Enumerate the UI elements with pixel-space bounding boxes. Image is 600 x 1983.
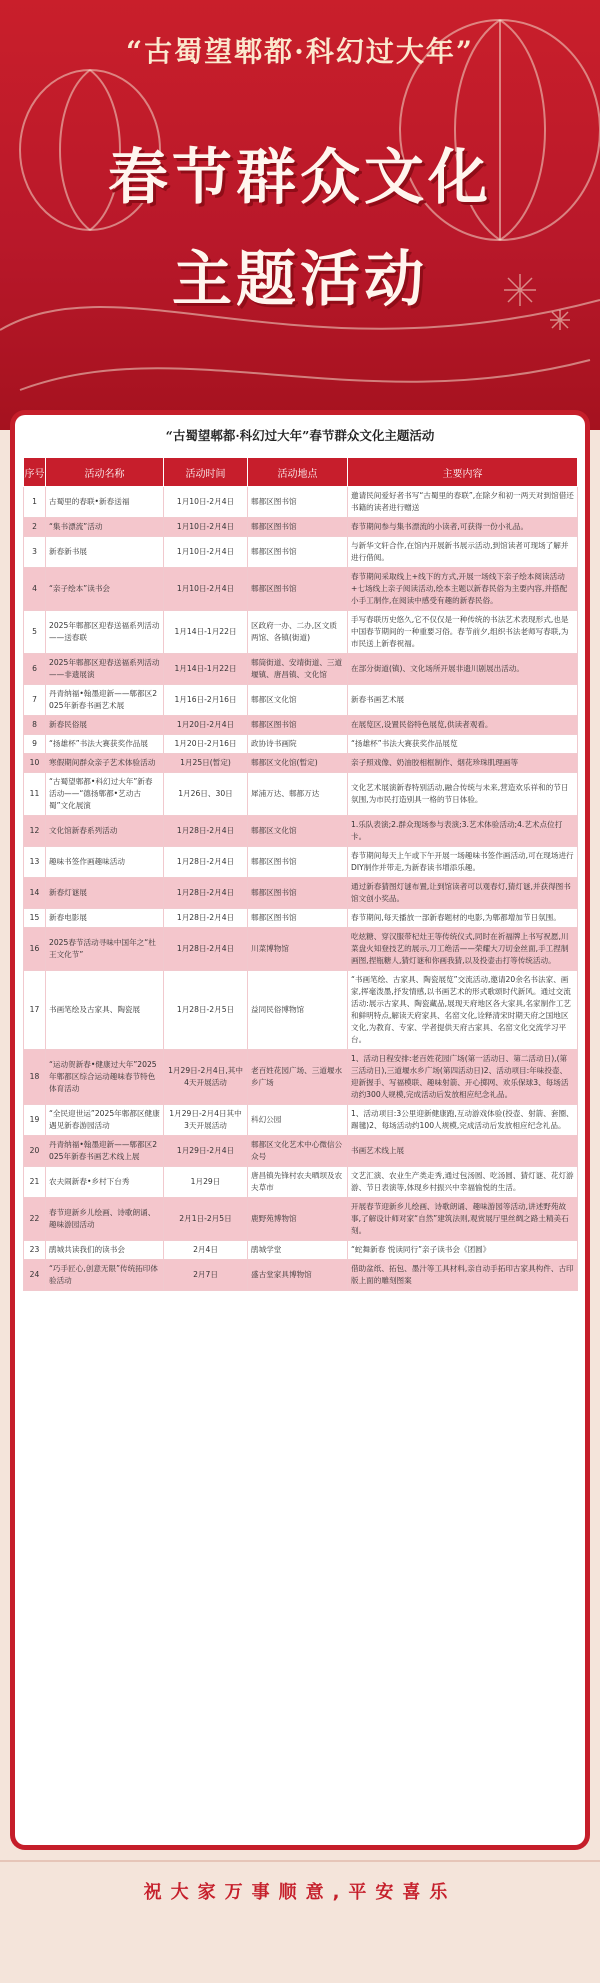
row-name: “巧手匠心,创意无限”传统拓印体验活动	[46, 1260, 164, 1291]
row-content: 新春书画艺术展	[348, 685, 578, 716]
row-content: 在展览区,设置民俗特色展览,供读者观看。	[348, 716, 578, 735]
row-name: 趣味书签作画趣味活动	[46, 847, 164, 878]
footer-divider	[0, 1860, 600, 1862]
row-place: 郫都区文化艺术中心微信公众号	[248, 1136, 348, 1167]
row-name: 2025春节活动寻味中国年之“杜王文化节”	[46, 928, 164, 971]
row-time: 1月29日-2月4日	[164, 1136, 248, 1167]
row-place: 郫都区图书馆	[248, 568, 348, 611]
row-content: 借助盆纸、拓包、墨汁等工具材料,亲自动手拓印古家具构件、古印版上面的雕刻图案	[348, 1260, 578, 1291]
row-place: 郫都区图书馆	[248, 487, 348, 518]
row-place: 盛古堂家具博物馆	[248, 1260, 348, 1291]
row-no: 22	[24, 1198, 46, 1241]
row-name: “扬雄杯”书法大赛获奖作品展	[46, 735, 164, 754]
row-content: “书画笔绘、古家具、陶瓷展览”交流活动,邀请20余名书法家、画家,挥毫泼墨,抒发情感,以书画艺术的形式歌颂时代新风。通过交流活动:展示古家具、陶瓷藏品,展现天府地区各大家具,名家制作工艺和鲜明特点,解读天府家具、名窑文化,诠释清宋时期天府之国地区文化,为教育、专家、学者提供天府古家具、名窑文化交流学习平台。	[348, 971, 578, 1050]
row-content: 文化艺术展演新春特别活动,融合传统与未来,营造欢乐祥和的节日氛围,为市民打造别具一格的节日体验。	[348, 773, 578, 816]
table-row	[24, 1105, 578, 1136]
row-time: 1月14日-1月22日	[164, 611, 248, 654]
row-no: 6	[24, 654, 46, 685]
col-header-no: 序号	[24, 458, 46, 487]
row-place: 川菜博物馆	[248, 928, 348, 971]
row-no: 20	[24, 1136, 46, 1167]
row-name: 鹃城共读我们的读书会	[46, 1241, 164, 1260]
row-time: 1月28日-2月4日	[164, 909, 248, 928]
row-place: 唐昌镇先锋村农夫晒坝及农夫草市	[248, 1167, 348, 1198]
row-no: 7	[24, 685, 46, 716]
row-name: 新春新书展	[46, 537, 164, 568]
table-header-row	[24, 458, 578, 487]
row-place: 鹿野苑博物馆	[248, 1198, 348, 1241]
row-content: 吃炫糖、穿汉服带杞灶王等传统仪式,同时在祈福牌上书写祝愿,川菜盘火知登技艺的展示,刀工绝活——荣耀大刀切金丝面,手工捏制画图,捏瓶糖人,猜灯谜和你画我猜,以及投壶击打等传统活动。	[348, 928, 578, 971]
row-no: 12	[24, 816, 46, 847]
col-header-name: 活动名称	[46, 458, 164, 487]
row-no: 10	[24, 754, 46, 773]
table-row	[24, 1050, 578, 1105]
table-row	[24, 1167, 578, 1198]
table-row	[24, 971, 578, 1050]
table-row	[24, 654, 578, 685]
row-place: 郫都区文化馆	[248, 685, 348, 716]
row-place: 区政府一办、二办,区文质两馆、各镇(街道)	[248, 611, 348, 654]
row-place: 郫都区图书馆	[248, 878, 348, 909]
row-place: 郫都区图书馆	[248, 716, 348, 735]
row-name: “集书漂流”活动	[46, 518, 164, 537]
row-time: 1月20日-2月4日	[164, 716, 248, 735]
row-no: 21	[24, 1167, 46, 1198]
table-row	[24, 878, 578, 909]
row-name: 书画笔绘及古家具、陶瓷展	[46, 971, 164, 1050]
row-content: 春节期间,每天播放一部新春题材的电影,为郫都增加节日氛围。	[348, 909, 578, 928]
header-banner	[0, 0, 600, 430]
row-place: 益同民俗博物馆	[248, 971, 348, 1050]
table-row	[24, 518, 578, 537]
row-content: 1、活动项目:3公里迎新健康跑,互动游戏体验(投壶、射箭、套圈、踢毽)2、每场活动约100人规模,完成活动后发放相应纪念礼品。	[348, 1105, 578, 1136]
row-place: 老百姓花园广场、三道堰水乡广场	[248, 1050, 348, 1105]
row-no: 16	[24, 928, 46, 971]
header-title-line2: 主题活动	[172, 245, 428, 315]
table-row	[24, 847, 578, 878]
row-no: 2	[24, 518, 46, 537]
row-name: “运动贺新春•健康过大年”2025年郫都区综合运动趣味春节特色体育活动	[46, 1050, 164, 1105]
row-place: 科幻公园	[248, 1105, 348, 1136]
table-row	[24, 685, 578, 716]
row-content: 亲子照戏像、奶油胶相框制作、烟花珍珠肌理画等	[348, 754, 578, 773]
row-time: 1月28日-2月4日	[164, 928, 248, 971]
row-no: 17	[24, 971, 46, 1050]
row-content: 与新华文轩合作,在馆内开展新书展示活动,到馆读者可现场了解并进行借阅。	[348, 537, 578, 568]
row-name: 2025年郫都区迎春送福系列活动——送春联	[46, 611, 164, 654]
row-place: 郫都区文化馆(暂定)	[248, 754, 348, 773]
row-time: 1月25日(暂定)	[164, 754, 248, 773]
row-place: 鹃城学堂	[248, 1241, 348, 1260]
row-name: 寒假期间群众亲子艺术体验活动	[46, 754, 164, 773]
row-name: “亲子绘本”读书会	[46, 568, 164, 611]
row-time: 1月26日、30日	[164, 773, 248, 816]
table-row	[24, 754, 578, 773]
table-row	[24, 716, 578, 735]
row-place: 政协诗书画院	[248, 735, 348, 754]
row-content: 书画艺术线上展	[348, 1136, 578, 1167]
row-time: 1月28日-2月5日	[164, 971, 248, 1050]
row-name: 丹青纳福•翰墨迎新——郫都区2025年新春书画艺术展	[46, 685, 164, 716]
row-name: “全民迎世运”2025年郫都区健康遇见新春游园活动	[46, 1105, 164, 1136]
row-time: 1月14日-1月22日	[164, 654, 248, 685]
table-row	[24, 487, 578, 518]
row-time: 2月1日-2月5日	[164, 1198, 248, 1241]
row-time: 1月10日-2月4日	[164, 487, 248, 518]
footer-greeting: 祝大家万事顺意,平安喜乐	[143, 1882, 457, 1903]
row-content: 在部分街道(镇)、文化场所开展非遗川剧展出活动。	[348, 654, 578, 685]
row-time: 1月29日-2月4日,其中4天开展活动	[164, 1050, 248, 1105]
row-no: 11	[24, 773, 46, 816]
row-no: 13	[24, 847, 46, 878]
table-row	[24, 1136, 578, 1167]
row-no: 23	[24, 1241, 46, 1260]
table-row	[24, 816, 578, 847]
col-header-place: 活动地点	[248, 458, 348, 487]
row-content: 开展春节迎新乡儿绘画、诗歌朗诵、趣味游园等活动,讲述野苑故事,了解设计师对家“自然”建筑法则,观赏展厅里丝绸之路土精美石刻。	[348, 1198, 578, 1241]
table-row	[24, 735, 578, 754]
table-row	[24, 568, 578, 611]
row-no: 19	[24, 1105, 46, 1136]
table-row	[24, 909, 578, 928]
row-time: 1月10日-2月4日	[164, 518, 248, 537]
table-row	[24, 611, 578, 654]
table-row	[24, 1198, 578, 1241]
row-time: 1月29日-2月4日其中3天开展活动	[164, 1105, 248, 1136]
row-no: 24	[24, 1260, 46, 1291]
table-row	[24, 928, 578, 971]
row-place: 郫都区文化馆	[248, 816, 348, 847]
row-name: 文化馆新春系列活动	[46, 816, 164, 847]
schedule-table	[23, 457, 578, 1291]
row-no: 3	[24, 537, 46, 568]
row-time: 1月10日-2月4日	[164, 537, 248, 568]
row-time: 1月16日-2月16日	[164, 685, 248, 716]
row-time: 2月4日	[164, 1241, 248, 1260]
row-place: 郫都区图书馆	[248, 537, 348, 568]
row-content: 邀请民间爱好者书写“古蜀里的春联”,在除夕和初一两天对到馆借还书籍的读者进行赠送	[348, 487, 578, 518]
row-time: 1月28日-2月4日	[164, 878, 248, 909]
row-content: 手写春联历史悠久,它不仅仅是一种传统的书法艺术表现形式,也是中国春节期间的一种重要习俗。春节前夕,组织书法老师写春联,为市民送上新春祝福。	[348, 611, 578, 654]
row-name: 古蜀里的春联•新春送福	[46, 487, 164, 518]
row-place: 郫都区图书馆	[248, 847, 348, 878]
row-content: 文艺汇演、农业生产类走秀,通过包汤圆、吃汤圆、猜灯谜、花灯游游、节日表演等,体现乡村振兴中幸福愉悦的生活。	[348, 1167, 578, 1198]
col-header-time: 活动时间	[164, 458, 248, 487]
row-no: 18	[24, 1050, 46, 1105]
header-title-line1: 春节群众文化	[108, 143, 492, 213]
row-content: 春节期间参与集书漂流的小读者,可获得一份小礼品。	[348, 518, 578, 537]
row-no: 4	[24, 568, 46, 611]
row-no: 15	[24, 909, 46, 928]
row-place: 郫筒街道、安靖街道、三道堰镇、唐昌镇、文化馆	[248, 654, 348, 685]
row-content: “扬雄杯”书法大赛获奖作品展览	[348, 735, 578, 754]
table-row	[24, 1241, 578, 1260]
row-name: 丹青纳福•翰墨迎新——郫都区2025年新春书画艺术线上展	[46, 1136, 164, 1167]
row-place: 郫都区图书馆	[248, 909, 348, 928]
schedule-card	[15, 415, 585, 1845]
row-no: 14	[24, 878, 46, 909]
header-subtitle: “古蜀望郫都·科幻过大年”	[126, 35, 474, 68]
row-content: 1.乐队表演;2.群众现场参与表演;3.艺术体验活动;4.艺术点位打卡。	[348, 816, 578, 847]
row-place: 郫都区图书馆	[248, 518, 348, 537]
row-name: 新春民俗展	[46, 716, 164, 735]
row-no: 9	[24, 735, 46, 754]
row-name: 新春灯谜展	[46, 878, 164, 909]
table-row	[24, 773, 578, 816]
row-time: 1月28日-2月4日	[164, 816, 248, 847]
row-content: 1、活动日程安排:老百姓花园广场(第一活动日、第二活动日),(第三活动日),三道堰水乡广场(第四活动日)2、活动项目:年味投壶、迎新握手、写福模联、趣味射箭、开心掷网、欢乐保球3、每场活动约300人规模,完成活动后发放相应纪念礼品。	[348, 1050, 578, 1105]
row-name: 春节迎新乡儿绘画、诗歌朗诵、趣味游园活动	[46, 1198, 164, 1241]
row-content: “蛇舞新春 悦读同行”亲子读书会《团圆》	[348, 1241, 578, 1260]
table-row	[24, 1260, 578, 1291]
row-time: 1月20日-2月16日	[164, 735, 248, 754]
row-time: 1月10日-2月4日	[164, 568, 248, 611]
row-content: 通过新春猜图灯谜布置,让到馆读者可以观春灯,猜灯谜,并获得图书馆文创小奖品。	[348, 878, 578, 909]
row-name: “古蜀望郫都•科幻过大年”新春活动——“德扬郫都•艺动古蜀”文化展演	[46, 773, 164, 816]
row-no: 5	[24, 611, 46, 654]
table-row	[24, 537, 578, 568]
row-time: 1月29日	[164, 1167, 248, 1198]
row-content: 春节期间采取线上+线下的方式,开展一场线下亲子绘本阅读活动+七场线上亲子阅读活动,绘本主题以新春民俗为主要内容,并搭配小手工制作,在阅读中感受有趣的新春民俗。	[348, 568, 578, 611]
row-name: 农夫闹新春•乡村下台秀	[46, 1167, 164, 1198]
col-header-content: 主要内容	[348, 458, 578, 487]
row-time: 1月28日-2月4日	[164, 847, 248, 878]
table-title: “古蜀望郫都·科幻过大年”春节群众文化主题活动	[165, 428, 435, 443]
row-no: 1	[24, 487, 46, 518]
row-name: 新春电影展	[46, 909, 164, 928]
row-no: 8	[24, 716, 46, 735]
row-place: 犀浦万达、郫都万达	[248, 773, 348, 816]
row-name: 2025年郫都区迎春送福系列活动——非遗展演	[46, 654, 164, 685]
row-time: 2月7日	[164, 1260, 248, 1291]
row-content: 春节期间每天上午或下午开展一场趣味书签作画活动,可在现场进行DIY制作并带走,为新春读书增添乐趣。	[348, 847, 578, 878]
